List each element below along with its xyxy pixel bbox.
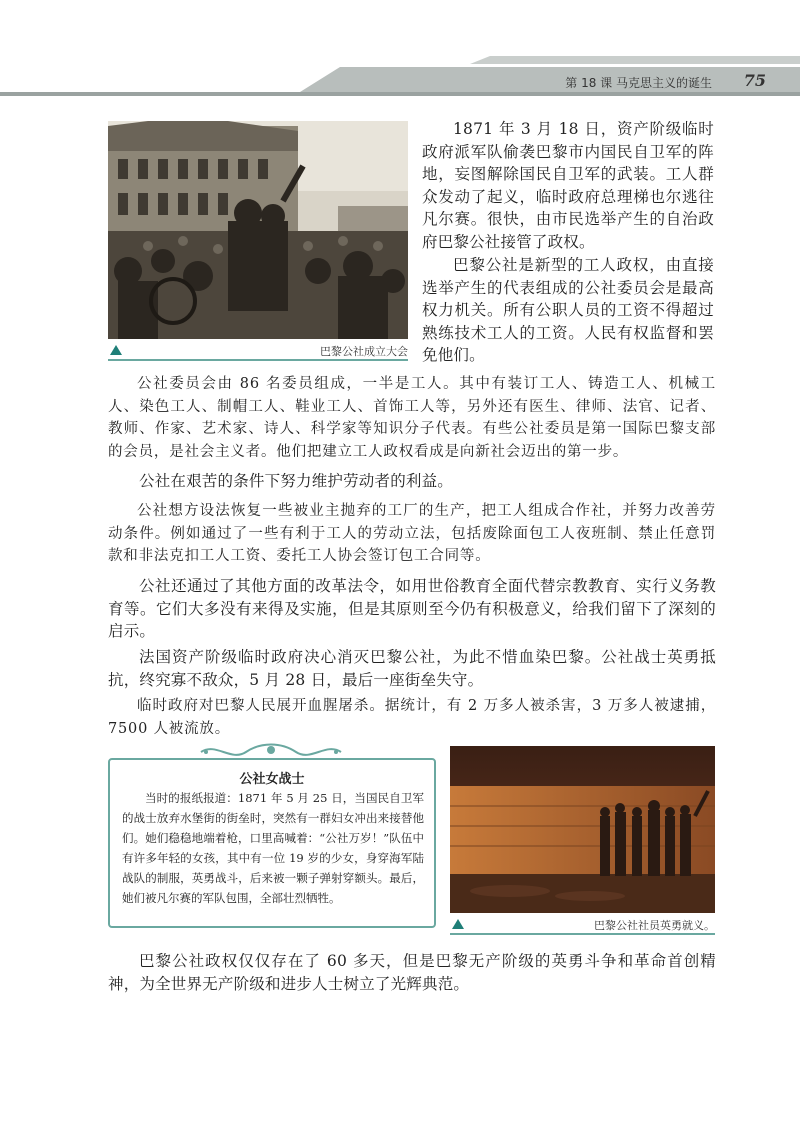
page-number: 75 [743,71,766,90]
caption-text: 巴黎公社社员英勇就义。 [594,919,715,932]
caption-text: 巴黎公社成立大会 [320,345,408,358]
lesson-title: 第 18 课 马克思主义的诞生 [565,76,712,90]
paragraph-3: 公社委员会由 86 名委员组成，一半是工人。其中有装订工人、铸造工人、机械工人、染色工人、制帽工人、鞋业工人、首饰工人等，另外还有医生、律师、法官、记者、教师、作家、艺术家、诗人、科学家等知识分子代表。有些公社委员是第一国际巴黎支部的会员，是社会主义者。他们把建立工人政权看成是向新社会迈出的第一步。 [108,376,716,460]
figure-caption-bottom [450,913,715,935]
paragraph-7: 法国资产阶级临时政府决心消灭巴黎公社，为此不惜血染巴黎。公社战士英勇抵抗，终究寡不敌众，5 月 28 日，最后一座街垒失守。 [108,648,716,689]
caption-triangle-icon [110,345,122,355]
caption-triangle-icon [452,919,464,929]
figure-caption-top [108,339,408,361]
paragraph-6: 公社还通过了其他方面的改革法令，如用世俗教育全面代替宗教教育、实行义务教育等。它们大多没有来得及实施，但是其原则至今仍有积极意义，给我们留下了深刻的启示。 [108,577,716,640]
paragraph-8: 临时政府对巴黎人民展开血腥屠杀。据统计，有 2 万多人被杀害，3 万多人被逮捕，7500 人被流放。 [108,698,716,737]
commune-assembly-illustration [108,121,408,339]
box-body: 当时的报纸报道：1871 年 5 月 25 日，当国民自卫军的战士放弃水堡街的街垒时，突然有一群妇女冲出来接替他们。她们稳稳地端着枪，口里高喊着：“公社万岁！”队伍中有许多年轻的女孩，其中有一位 19 岁的少女，身穿海军陆战队的制服，英勇战斗，后来被一颗子弹射穿额头。最后，她们被凡尔赛的军队包围，全部壮烈牺牲。 [122,791,424,905]
women-fighters-box [108,758,436,928]
box-title: 公社女战士 [239,772,305,787]
communard-execution-painting [450,746,715,913]
paragraph-2: 巴黎公社是新型的工人政权，由直接选举产生的代表组成的公社委员会是最高权力机关。所有公职人员的工资不得超过熟练技术工人的工资。人民有权监督和罢免他们。 [422,256,714,364]
paragraph-9: 巴黎公社政权仅仅存在了 60 多天，但是巴黎无产阶级的英勇斗争和革命首创精神，为全世界无产阶级和进步人士树立了光辉典范。 [108,952,716,993]
paragraph-1: 1871 年 3 月 18 日，资产阶级临时政府派军队偷袭巴黎市内国民自卫军的阵地，妄图解除国民自卫军的武装。工人群众发动了起义，临时政府总理梯也尔逃往凡尔赛。很快，由市民选举产生的自治政府巴黎公社接管了政权。 [422,120,714,251]
paragraph-5: 公社想方设法恢复一些被业主抛弃的工厂的生产，把工人组成合作社，并努力改善劳动条件。例如通过了一些有利于工人的劳动立法，包括废除面包工人夜班制、禁止任意罚款和非法克扣工人工资、委托工人协会签订包工合同等。 [108,503,716,564]
paragraph-4: 公社在艰苦的条件下努力维护劳动者的利益。 [139,472,454,490]
